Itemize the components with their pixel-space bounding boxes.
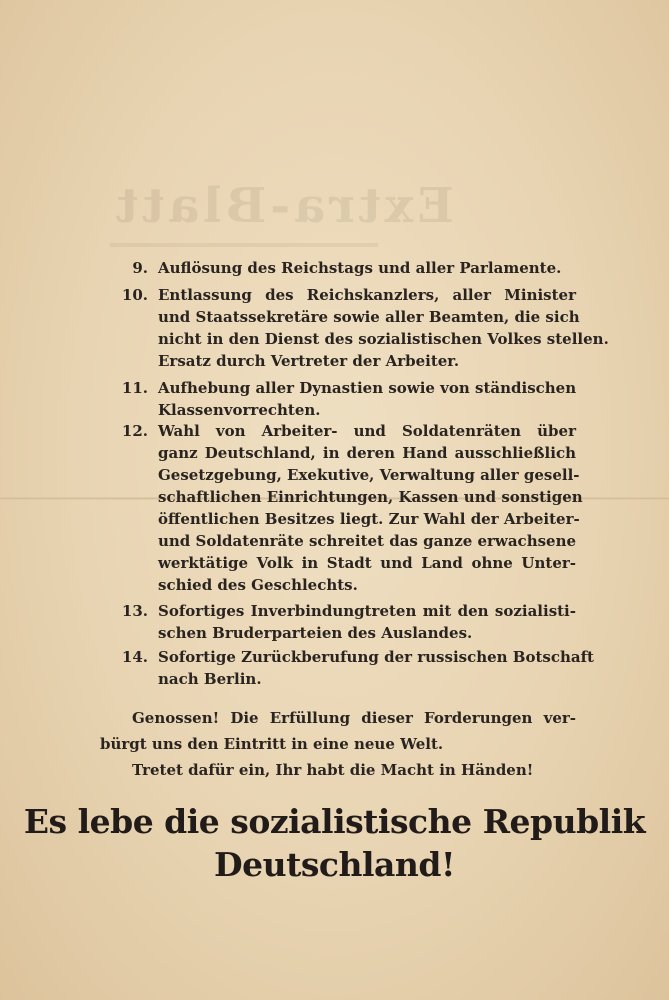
demand-line: Auflösung des Reichstags und aller Parlamente. <box>158 259 562 277</box>
demand-line: Gesetzgebung, Exekutive, Verwaltung aller gesell- <box>158 466 580 484</box>
demand-line: Sofortiges Inverbindungtreten mit den sozialisti- <box>158 602 576 620</box>
demand-line: schen Bruderparteien des Auslandes. <box>158 624 473 642</box>
demand-line: werktätige Volk in Stadt und Land ohne Unter- <box>158 554 576 572</box>
demand-number: 12. <box>121 422 148 440</box>
demand-number: 14. <box>121 648 148 666</box>
appeal-line: Tretet dafür ein, Ihr habt die Macht in Händen! <box>132 761 534 779</box>
demand-line: öffentlichen Besitzes liegt. Zur Wahl der Arbeiter- <box>158 510 580 528</box>
demand-number: 11. <box>121 379 148 397</box>
demand-number: 10. <box>121 286 148 304</box>
show-through-heading: Extra-Blatt <box>112 178 454 234</box>
demand-number: 9. <box>132 259 148 277</box>
demand-line: ganz Deutschland, in deren Hand ausschließlich <box>158 444 576 462</box>
demand-line: Klassenvorrechten. <box>158 401 321 419</box>
appeal-line: Genossen! Die Erfüllung dieser Forderungen ver- <box>132 709 576 727</box>
demand-line: Aufhebung aller Dynastien sowie von ständischen <box>158 379 577 397</box>
demand-line: Ersatz durch Vertreter der Arbeiter. <box>158 352 460 370</box>
demand-line: Sofortige Zurückberufung der russischen Botschaft <box>158 648 594 666</box>
demand-line: und Soldatenräte schreitet das ganze erwachsene <box>158 532 577 550</box>
demand-line: Entlassung des Reichskanzlers, aller Minister <box>158 286 576 304</box>
demand-number: 13. <box>121 602 148 620</box>
slogan-line-2: Deutschland! <box>214 845 455 884</box>
demand-line: schaftlichen Einrichtungen, Kassen und sonstigen <box>158 488 583 506</box>
show-through-rule <box>110 243 378 247</box>
slogan-line-1: Es lebe die sozialistische Republik <box>23 802 646 841</box>
appeal-line: bürgt uns den Eintritt in eine neue Welt. <box>100 735 444 753</box>
demand-line: Wahl von Arbeiter- und Soldatenräten über <box>158 422 576 440</box>
demand-line: nach Berlin. <box>158 670 262 688</box>
demand-line: nicht in den Dienst des sozialistischen Volkes stellen. <box>158 330 609 348</box>
demand-line: schied des Geschlechts. <box>158 576 358 594</box>
demand-line: und Staatssekretäre sowie aller Beamten, die sich <box>158 308 580 326</box>
